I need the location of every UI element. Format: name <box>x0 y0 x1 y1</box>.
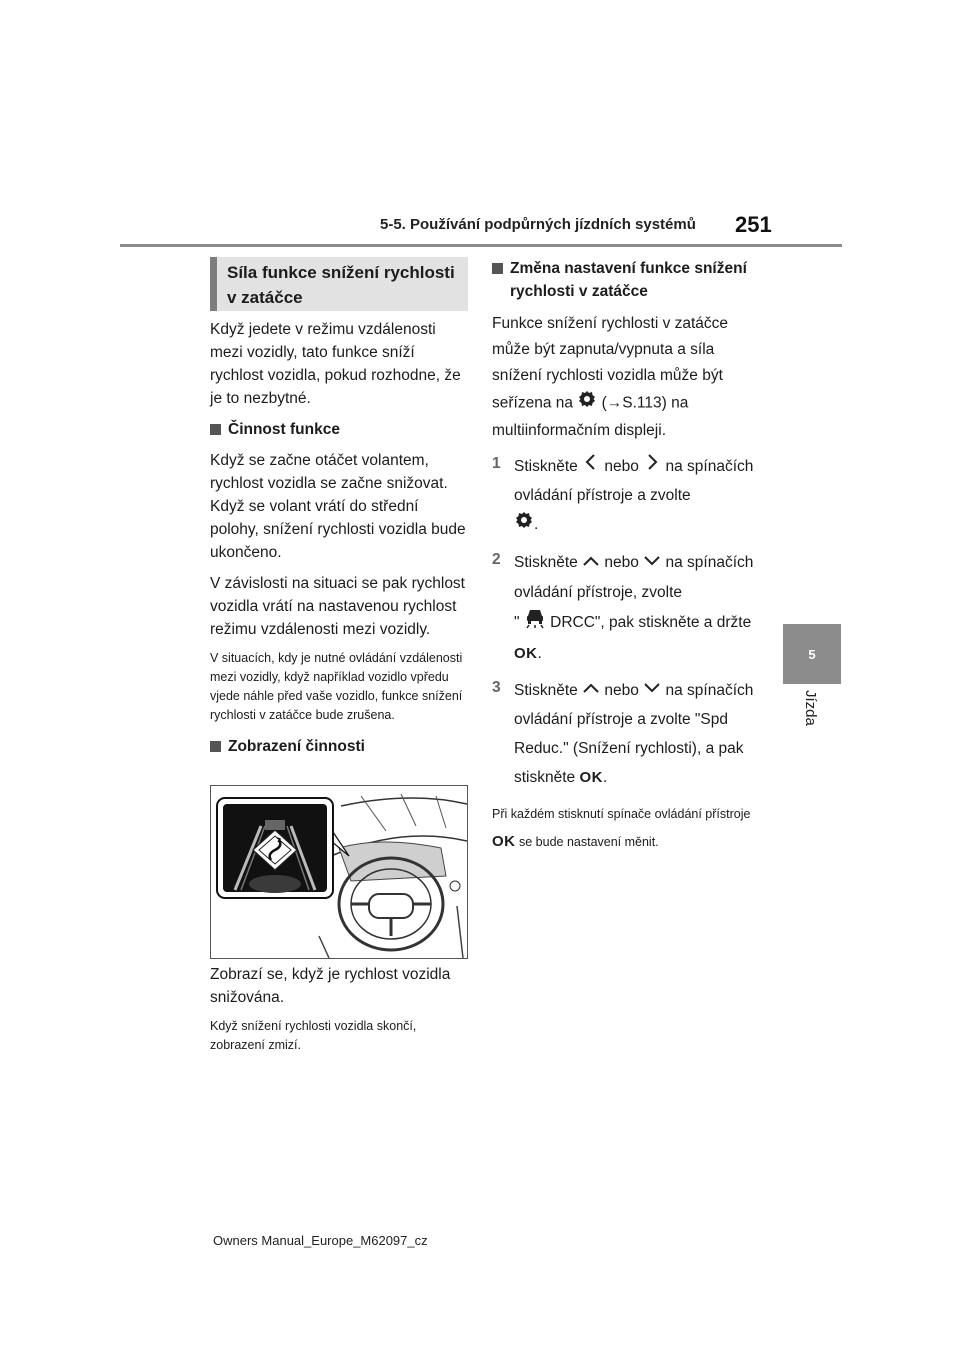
page-number: 251 <box>735 212 772 237</box>
figure-text <box>210 963 470 1065</box>
figure-caption: Zobrazí se, když je rychlost vozidla snižována. <box>210 966 451 1006</box>
function-note: V situacích, kdy je nutné ovládání vzdálenosti mezi vozidly, když například vozidlo vpředu vjede náhle před vaše vozidlo, funkce snížení rychlosti v zatáčce bude zrušena. <box>210 651 463 722</box>
step-3: 3 Stiskněte nebo na spínačích ovládání přístroje a zvolte "Spd Reduc." (Snížení rychlosti), a pak stiskněte OK. <box>492 676 754 792</box>
dashboard-image <box>211 786 467 958</box>
settings-note: Při každém stisknutí spínače ovládání přístroje OK se bude nastavení měnit. <box>492 807 751 851</box>
ok-icon: OK <box>579 769 603 787</box>
settings-intro: Funkce snížení rychlosti v zatáčce může být zapnuta/vypnuta a síla snížení rychlosti vozidla může být seřízena na (→S.113) na multiinformačním displeji. <box>492 315 729 439</box>
chevron-down-icon <box>643 676 661 705</box>
left-column <box>210 318 470 766</box>
header-divider <box>120 244 842 247</box>
chevron-up-icon <box>582 549 600 578</box>
chapter-tab <box>783 624 841 684</box>
dashboard-illustration <box>210 785 468 959</box>
chevron-right-icon <box>643 452 661 481</box>
intro-paragraph: Když jedete v režimu vzdálenosti mezi vozidly, tato funkce sníží rychlost vozidla, pokud rozhodne, že je to nezbytné. <box>210 321 461 407</box>
chapter-number: 5 <box>808 646 816 662</box>
subheading-settings: Změna nastavení funkce snížení rychlosti v zatáčce <box>492 257 754 303</box>
subheading-function: Činnost funkce <box>210 418 470 441</box>
section-title: 5-5. Používání podpůrných jízdních systémů <box>380 216 696 233</box>
function-paragraph-2: V závislosti na situaci se pak rychlost vozidla vrátí na nastavenou rychlost režimu vzdálenosti mezi vozidly. <box>210 575 465 638</box>
chapter-label: Jízda <box>802 690 819 726</box>
ok-icon: OK <box>492 833 516 851</box>
footer-text: Owners Manual_Europe_M62097_cz <box>213 1233 428 1248</box>
step-1: 1 Stiskněte nebo na spínačích ovládání přístroje a zvolte . <box>492 452 754 540</box>
radar-cruise-icon <box>524 607 546 639</box>
chevron-down-icon <box>643 549 661 578</box>
figure-note: Když snížení rychlosti vozidla skončí, zobrazení zmizí. <box>210 1019 417 1052</box>
step-2: 2 Stiskněte nebo na spínačích ovládání přístroje, zvolte " DRCC", pak stiskněte a držte OK. <box>492 548 754 667</box>
chevron-up-icon <box>582 676 600 705</box>
subheading-display: Zobrazení činnosti <box>210 735 470 758</box>
chevron-left-icon <box>582 452 600 481</box>
right-column <box>492 257 754 866</box>
ok-icon: OK <box>514 644 538 662</box>
section-heading: Síla funkce snížení rychlosti v zatáčce <box>210 257 468 311</box>
gear-icon <box>514 510 534 540</box>
gear-icon <box>577 389 597 418</box>
function-paragraph-1: Když se začne otáčet volantem, rychlost vozidla se začne snižovat. Když se volant vrátí do střední polohy, snížení rychlosti vozidla bude ukončeno. <box>210 452 466 561</box>
